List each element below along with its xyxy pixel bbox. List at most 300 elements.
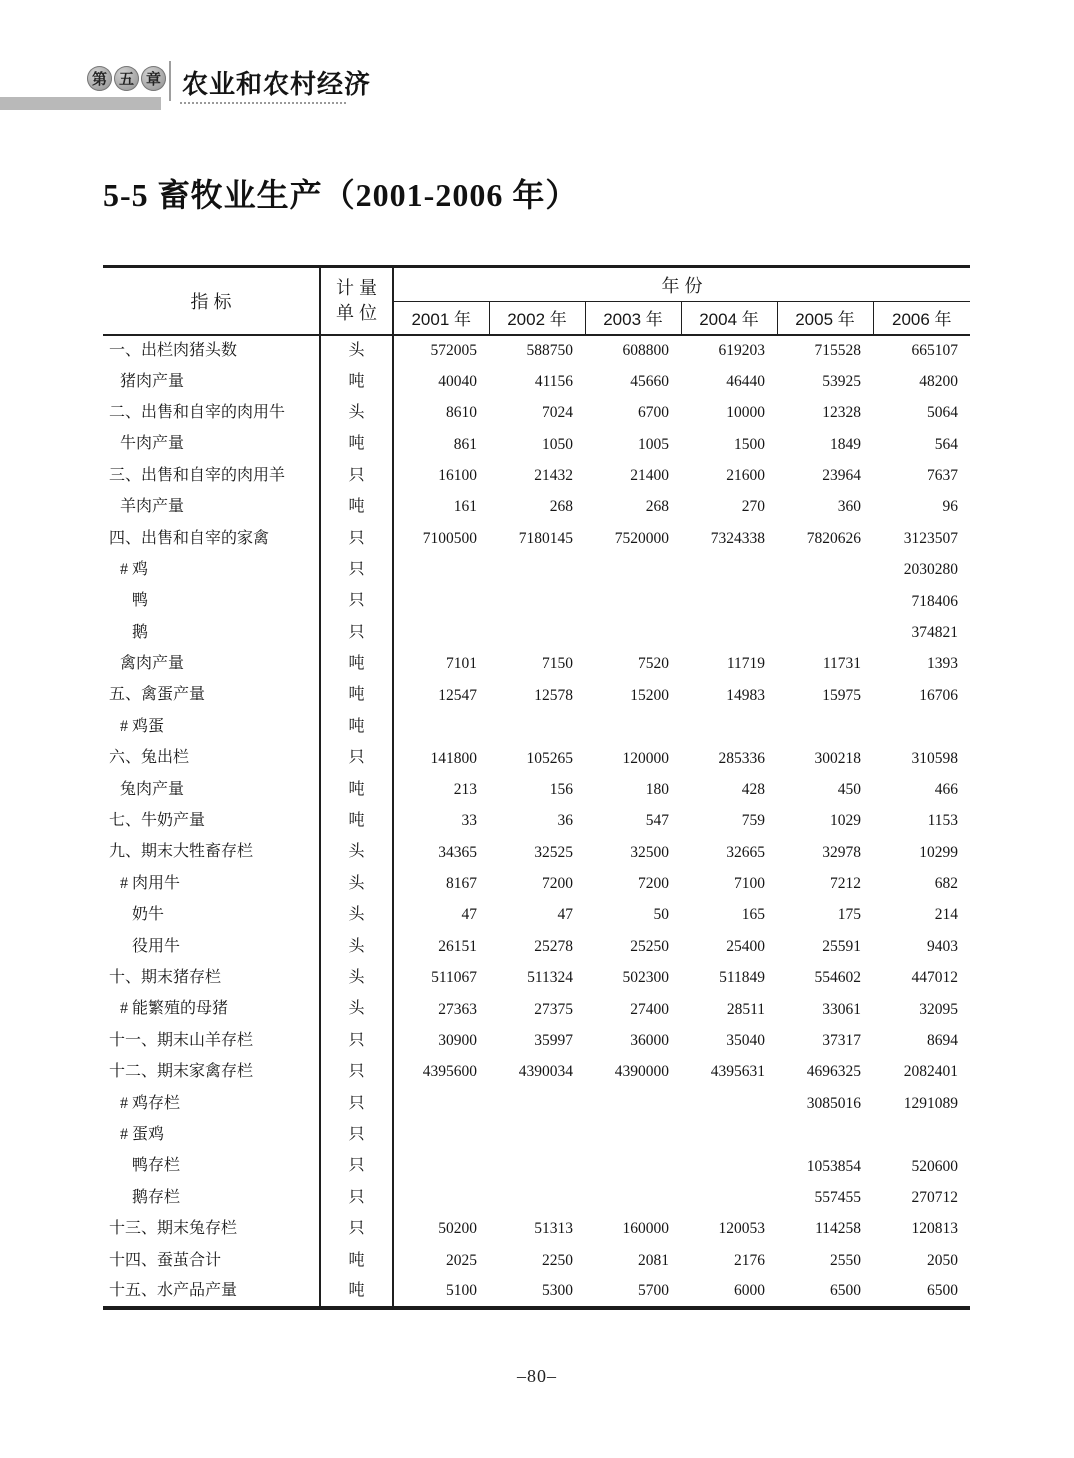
value-cell: 1393 — [927, 655, 959, 673]
value-cell: 268 — [645, 498, 669, 516]
chapter-divider-line — [169, 61, 171, 101]
value-cell: 213 — [453, 780, 477, 798]
value-cell: 4696325 — [806, 1063, 861, 1081]
value-cell: 6700 — [638, 404, 669, 422]
value-cell: 21400 — [630, 467, 669, 484]
table-row — [103, 1025, 970, 1056]
header-year-2006: 2006 年 — [873, 302, 970, 335]
value-cell: 2081 — [638, 1251, 669, 1269]
row-unit: 只 — [320, 1088, 393, 1119]
value-cell: 5064 — [927, 404, 959, 422]
value-cell: 1005 — [638, 435, 669, 453]
value-cell: 9403 — [927, 937, 959, 955]
value-cell — [585, 617, 681, 648]
value-cell: 5300 — [542, 1282, 573, 1300]
value-cell — [681, 617, 777, 648]
statistics-table — [103, 265, 970, 1310]
table-row — [103, 397, 970, 428]
value-cell — [681, 586, 777, 617]
value-cell — [681, 1182, 777, 1213]
value-cell: 141800 — [430, 749, 477, 767]
table-row — [103, 837, 970, 868]
value-cell: 25591 — [822, 937, 861, 955]
value-cell: 511067 — [431, 969, 477, 987]
value-cell — [489, 711, 585, 742]
value-cell: 120813 — [911, 1220, 959, 1238]
row-label: 五、禽蛋产量 — [103, 680, 320, 711]
value-cell — [585, 586, 681, 617]
value-cell: 12578 — [534, 686, 573, 704]
row-label: 鹅存栏 — [103, 1182, 320, 1213]
value-cell — [681, 1088, 777, 1119]
row-label: 六、兔出栏 — [103, 743, 320, 774]
value-cell: 1050 — [542, 435, 573, 453]
value-cell: 33061 — [822, 1000, 861, 1018]
row-label: 七、牛奶产量 — [103, 805, 320, 836]
value-cell — [585, 1119, 681, 1150]
value-cell: 2250 — [542, 1251, 573, 1269]
value-cell: 7100500 — [422, 529, 477, 547]
value-cell: 7324338 — [710, 529, 765, 547]
row-label: # 肉用牛 — [103, 868, 320, 899]
value-cell — [681, 1151, 777, 1182]
value-cell: 619203 — [718, 341, 765, 359]
value-cell: 1029 — [830, 812, 861, 830]
header-gray-bar — [0, 97, 161, 110]
row-unit: 吨 — [320, 1245, 393, 1276]
row-unit: 只 — [320, 554, 393, 585]
table-row — [103, 1245, 970, 1276]
row-unit: 吨 — [320, 805, 393, 836]
value-cell: 8610 — [446, 404, 477, 422]
value-cell: 35040 — [726, 1032, 765, 1050]
value-cell: 374821 — [911, 623, 959, 641]
table-row — [103, 1119, 970, 1150]
row-label: 牛肉产量 — [103, 429, 320, 460]
row-unit: 只 — [320, 743, 393, 774]
value-cell — [393, 711, 489, 742]
row-label: 十、期末猪存栏 — [103, 962, 320, 993]
value-cell: 48200 — [919, 372, 959, 390]
value-cell: 7637 — [927, 467, 959, 484]
row-label: 九、期末大牲畜存栏 — [103, 837, 320, 868]
value-cell: 7520000 — [614, 529, 669, 547]
value-cell: 511849 — [719, 969, 765, 987]
row-unit: 头 — [320, 962, 393, 993]
value-cell: 114258 — [815, 1220, 861, 1238]
value-cell: 2176 — [734, 1251, 765, 1269]
row-unit: 只 — [320, 523, 393, 554]
value-cell: 10000 — [726, 404, 765, 422]
header-unit-line1: 计 量 — [335, 278, 377, 299]
row-unit: 头 — [320, 837, 393, 868]
data-table — [103, 265, 970, 1310]
table-row — [103, 648, 970, 679]
value-cell: 53925 — [822, 372, 861, 390]
value-cell — [777, 586, 873, 617]
value-cell: 7212 — [830, 875, 861, 893]
value-cell: 33 — [461, 812, 477, 830]
value-cell: 270 — [741, 498, 765, 516]
value-cell: 1500 — [734, 435, 765, 453]
value-cell: 2030280 — [903, 561, 959, 579]
value-cell: 520600 — [911, 1157, 959, 1175]
value-cell: 35997 — [534, 1032, 573, 1050]
value-cell: 2082401 — [903, 1063, 959, 1081]
value-cell: 300218 — [814, 749, 861, 767]
table-row — [103, 1276, 970, 1307]
value-cell — [585, 554, 681, 585]
value-cell — [585, 1088, 681, 1119]
header-year-2005: 2005 年 — [777, 302, 873, 335]
value-cell: 46440 — [726, 372, 765, 390]
value-cell: 16100 — [438, 467, 477, 484]
value-cell: 450 — [837, 780, 861, 798]
value-cell: 6500 — [927, 1282, 959, 1300]
value-cell: 1291089 — [903, 1094, 959, 1112]
value-cell: 557455 — [814, 1188, 861, 1206]
chapter-title: 农业和农村经济 — [182, 69, 372, 99]
value-cell: 30900 — [438, 1032, 477, 1050]
chapter-badge-char: 章 — [141, 66, 166, 91]
row-label: 兔肉产量 — [103, 774, 320, 805]
row-label: 奶牛 — [103, 900, 320, 931]
table-row — [103, 1088, 970, 1119]
value-cell: 564 — [934, 435, 959, 453]
chapter-badge-char: 五 — [114, 66, 139, 91]
value-cell — [777, 617, 873, 648]
value-cell: 428 — [741, 780, 765, 798]
value-cell: 21600 — [726, 467, 765, 484]
value-cell: 27400 — [630, 1000, 669, 1018]
value-cell: 6500 — [830, 1282, 861, 1300]
value-cell: 7200 — [638, 875, 669, 893]
value-cell — [489, 1088, 585, 1119]
value-cell — [777, 554, 873, 585]
value-cell: 25278 — [534, 937, 573, 955]
table-row — [103, 1213, 970, 1244]
value-cell: 7520 — [638, 655, 669, 673]
value-cell — [489, 1151, 585, 1182]
page-number: –80– — [517, 1366, 557, 1386]
row-label: 鸭 — [103, 586, 320, 617]
value-cell: 12547 — [438, 686, 477, 704]
table-row — [103, 554, 970, 585]
row-label: 鸭存栏 — [103, 1151, 320, 1182]
value-cell: 6000 — [734, 1282, 765, 1300]
value-cell: 447012 — [911, 969, 959, 987]
value-cell: 10299 — [919, 843, 959, 861]
value-cell: 51313 — [534, 1220, 573, 1238]
row-unit: 吨 — [320, 1276, 393, 1307]
header-year-2003: 2003 年 — [585, 302, 681, 335]
chapter-badge — [87, 66, 166, 91]
value-cell — [585, 1151, 681, 1182]
row-label: # 鸡存栏 — [103, 1088, 320, 1119]
table-row — [103, 743, 970, 774]
row-unit: 只 — [320, 1056, 393, 1087]
value-cell: 718406 — [911, 592, 959, 610]
value-cell: 21432 — [534, 467, 573, 484]
row-label: 禽肉产量 — [103, 648, 320, 679]
value-cell: 5700 — [638, 1282, 669, 1300]
value-cell: 40040 — [438, 372, 477, 390]
value-cell — [489, 1119, 585, 1150]
value-cell: 310598 — [911, 749, 959, 767]
value-cell — [489, 586, 585, 617]
header-year-group: 年 份 — [393, 267, 970, 302]
value-cell: 161 — [453, 498, 477, 516]
value-cell: 37317 — [822, 1032, 861, 1050]
value-cell: 759 — [741, 812, 765, 830]
value-cell: 32500 — [630, 843, 669, 861]
row-unit: 只 — [320, 1119, 393, 1150]
table-row — [103, 774, 970, 805]
value-cell: 554602 — [814, 969, 861, 987]
value-cell: 12328 — [822, 404, 861, 422]
value-cell: 120053 — [718, 1220, 765, 1238]
table-row — [103, 711, 970, 742]
row-unit: 只 — [320, 1182, 393, 1213]
value-cell: 32095 — [919, 1000, 959, 1018]
row-unit: 只 — [320, 1151, 393, 1182]
page-title: 5-5 畜牧业生产（2001-2006 年） — [103, 177, 579, 213]
value-cell — [393, 1119, 489, 1150]
value-cell: 25400 — [726, 937, 765, 955]
value-cell — [681, 711, 777, 742]
row-unit: 只 — [320, 1213, 393, 1244]
table-row — [103, 523, 970, 554]
header-indicator: 指 标 — [103, 267, 320, 335]
value-cell: 7100 — [734, 875, 765, 893]
table-row — [103, 460, 970, 491]
row-label: 十一、期末山羊存栏 — [103, 1025, 320, 1056]
value-cell: 7820626 — [806, 529, 861, 547]
value-cell: 2050 — [927, 1251, 959, 1269]
value-cell: 11719 — [726, 655, 765, 673]
value-cell: 4395600 — [422, 1063, 477, 1081]
row-unit: 吨 — [320, 429, 393, 460]
value-cell: 32525 — [534, 843, 573, 861]
table-row — [103, 805, 970, 836]
value-cell: 15975 — [822, 686, 861, 704]
value-cell: 1053854 — [806, 1157, 861, 1175]
value-cell: 120000 — [622, 749, 669, 767]
value-cell — [777, 711, 873, 742]
table-row — [103, 868, 970, 899]
value-cell: 608800 — [622, 341, 669, 359]
row-label: 十二、期末家禽存栏 — [103, 1056, 320, 1087]
row-label: 猪肉产量 — [103, 366, 320, 397]
value-cell: 175 — [837, 906, 861, 924]
value-cell: 4390000 — [614, 1063, 669, 1081]
value-cell: 572005 — [430, 341, 477, 359]
row-unit: 吨 — [320, 648, 393, 679]
value-cell: 360 — [837, 498, 861, 516]
row-unit: 头 — [320, 868, 393, 899]
value-cell: 11731 — [822, 655, 861, 673]
value-cell — [393, 554, 489, 585]
value-cell: 26151 — [438, 937, 477, 955]
row-unit: 头 — [320, 335, 393, 366]
value-cell — [681, 1119, 777, 1150]
table-row — [103, 617, 970, 648]
value-cell: 4390034 — [518, 1063, 573, 1081]
row-label: 十五、水产品产量 — [103, 1276, 320, 1307]
table-row — [103, 1151, 970, 1182]
value-cell: 7150 — [542, 655, 573, 673]
table-row — [103, 680, 970, 711]
row-label: # 蛋鸡 — [103, 1119, 320, 1150]
row-label: 四、出售和自宰的家禽 — [103, 523, 320, 554]
row-unit: 只 — [320, 586, 393, 617]
value-cell: 41156 — [534, 372, 573, 390]
row-label: 鹅 — [103, 617, 320, 648]
header-year-2004: 2004 年 — [681, 302, 777, 335]
table-row — [103, 335, 970, 366]
value-cell: 3085016 — [806, 1094, 861, 1112]
value-cell: 47 — [461, 906, 477, 924]
value-cell: 511324 — [527, 969, 573, 987]
value-cell — [489, 554, 585, 585]
value-cell: 47 — [557, 906, 573, 924]
value-cell: 7024 — [542, 404, 573, 422]
row-label: 十三、期末兔存栏 — [103, 1213, 320, 1244]
row-unit: 吨 — [320, 680, 393, 711]
value-cell — [585, 1182, 681, 1213]
value-cell: 36 — [557, 812, 573, 830]
row-label: # 鸡 — [103, 554, 320, 585]
value-cell: 160000 — [622, 1220, 669, 1238]
value-cell: 105265 — [526, 749, 573, 767]
value-cell: 156 — [549, 780, 573, 798]
row-label: # 能繁殖的母猪 — [103, 994, 320, 1025]
value-cell: 268 — [549, 498, 573, 516]
row-label: 十四、蚕茧合计 — [103, 1245, 320, 1276]
table-row — [103, 962, 970, 993]
value-cell: 2550 — [830, 1251, 861, 1269]
value-cell: 5100 — [446, 1282, 477, 1300]
chapter-title-underline — [180, 102, 346, 104]
table-row — [103, 366, 970, 397]
value-cell — [393, 586, 489, 617]
table-row — [103, 586, 970, 617]
row-unit: 头 — [320, 931, 393, 962]
value-cell: 715528 — [814, 341, 861, 359]
row-label: 三、出售和自宰的肉用羊 — [103, 460, 320, 491]
row-label: 羊肉产量 — [103, 491, 320, 522]
row-unit: 吨 — [320, 711, 393, 742]
header-year-2002: 2002 年 — [489, 302, 585, 335]
value-cell: 665107 — [911, 341, 959, 359]
value-cell: 285336 — [718, 749, 765, 767]
table-row — [103, 1056, 970, 1087]
value-cell: 7180145 — [518, 529, 573, 547]
value-cell: 1153 — [927, 812, 959, 830]
row-unit: 只 — [320, 460, 393, 491]
value-cell: 15200 — [630, 686, 669, 704]
value-cell — [777, 1119, 873, 1150]
value-cell: 96 — [942, 498, 959, 516]
table-row — [103, 1182, 970, 1213]
value-cell: 3123507 — [903, 529, 959, 547]
value-cell — [489, 617, 585, 648]
value-cell: 32665 — [726, 843, 765, 861]
value-cell — [393, 1151, 489, 1182]
row-unit: 吨 — [320, 366, 393, 397]
table-row — [103, 994, 970, 1025]
table-row — [103, 931, 970, 962]
value-cell — [393, 1088, 489, 1119]
value-cell: 7101 — [446, 655, 477, 673]
value-cell: 50 — [653, 906, 669, 924]
value-cell — [393, 617, 489, 648]
table-row — [103, 491, 970, 522]
chapter-badge-char: 第 — [87, 66, 112, 91]
header-unit — [320, 267, 393, 335]
value-cell: 27375 — [534, 1000, 573, 1018]
value-cell — [393, 1182, 489, 1213]
value-cell: 45660 — [630, 372, 669, 390]
header-unit-line2: 单 位 — [335, 302, 377, 323]
value-cell: 180 — [645, 780, 669, 798]
value-cell: 27363 — [438, 1000, 477, 1018]
value-cell: 165 — [741, 906, 765, 924]
value-cell: 7200 — [542, 875, 573, 893]
value-cell: 25250 — [630, 937, 669, 955]
value-cell — [873, 1119, 970, 1150]
value-cell: 2025 — [446, 1251, 477, 1269]
value-cell: 588750 — [526, 341, 573, 359]
value-cell: 1849 — [830, 435, 861, 453]
value-cell: 214 — [934, 906, 959, 924]
row-unit: 吨 — [320, 491, 393, 522]
row-unit: 只 — [320, 617, 393, 648]
value-cell: 270712 — [911, 1188, 959, 1206]
value-cell — [873, 711, 970, 742]
value-cell — [681, 554, 777, 585]
value-cell: 23964 — [822, 467, 861, 484]
row-unit: 头 — [320, 994, 393, 1025]
value-cell: 861 — [453, 435, 477, 453]
value-cell: 682 — [934, 875, 959, 893]
table-row — [103, 429, 970, 460]
row-unit: 吨 — [320, 774, 393, 805]
value-cell: 32978 — [822, 843, 861, 861]
value-cell: 4395631 — [710, 1063, 765, 1081]
header-year-2001: 2001 年 — [393, 302, 489, 335]
value-cell: 14983 — [726, 686, 765, 704]
table-body — [103, 335, 970, 1308]
row-unit: 只 — [320, 1025, 393, 1056]
value-cell: 16706 — [919, 686, 959, 704]
value-cell: 547 — [645, 812, 669, 830]
value-cell: 502300 — [622, 969, 669, 987]
row-label: 一、出栏肉猪头数 — [103, 335, 320, 366]
value-cell — [489, 1182, 585, 1213]
value-cell: 34365 — [438, 843, 477, 861]
value-cell: 36000 — [630, 1032, 669, 1050]
table-row — [103, 900, 970, 931]
row-label: # 鸡蛋 — [103, 711, 320, 742]
row-label: 役用牛 — [103, 931, 320, 962]
value-cell — [585, 711, 681, 742]
value-cell: 8167 — [446, 875, 477, 893]
row-label: 二、出售和自宰的肉用牛 — [103, 397, 320, 428]
row-unit: 头 — [320, 900, 393, 931]
value-cell: 8694 — [927, 1032, 959, 1050]
value-cell: 28511 — [726, 1000, 765, 1018]
